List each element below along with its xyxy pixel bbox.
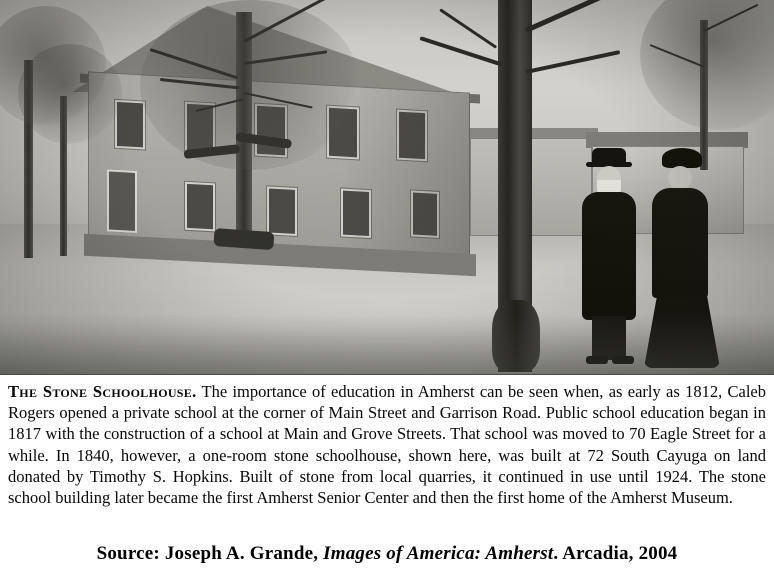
schoolhouse-wall-shadow [340, 86, 470, 268]
woman-face [668, 166, 692, 190]
schoolhouse-door [107, 169, 137, 233]
tree-canopy [140, 0, 360, 170]
source-suffix: . Arcadia, 2004 [553, 543, 678, 564]
schoolhouse-window [267, 186, 297, 236]
source-title: Images of America: Amherst [323, 543, 554, 564]
schoolhouse-window [185, 182, 215, 232]
tree-canopy [18, 44, 122, 144]
woman-bodice [652, 188, 708, 298]
caption-body: The importance of education in Amherst can be seen when, as early as 1812, Caleb Rogers opened a private school at the corner of Main Street and Garrison Road. Public school education began in 1817 with the construction of a school at Main and Grove Streets. That school was moved to 70 Eagle Street for a while. In 1840, however, a one-room stone schoolhouse, shown here, was built at 72 South Cayuga on land donated by Timothy S. Hopkins. Built of stone from local quarries, it continued in use until 1924. The stone school building later became the first Amherst Senior Center and then the first home of the Amherst Museum. [8, 382, 766, 508]
source-prefix: Source: Joseph A. Grande, [96, 543, 324, 564]
caption-lead-in: The Stone Schoolhouse. [8, 382, 197, 401]
source-line [0, 543, 774, 565]
woman-hat [662, 148, 702, 168]
photo-caption [0, 375, 774, 508]
man-coat [582, 192, 636, 320]
ground-shadow [0, 314, 774, 374]
